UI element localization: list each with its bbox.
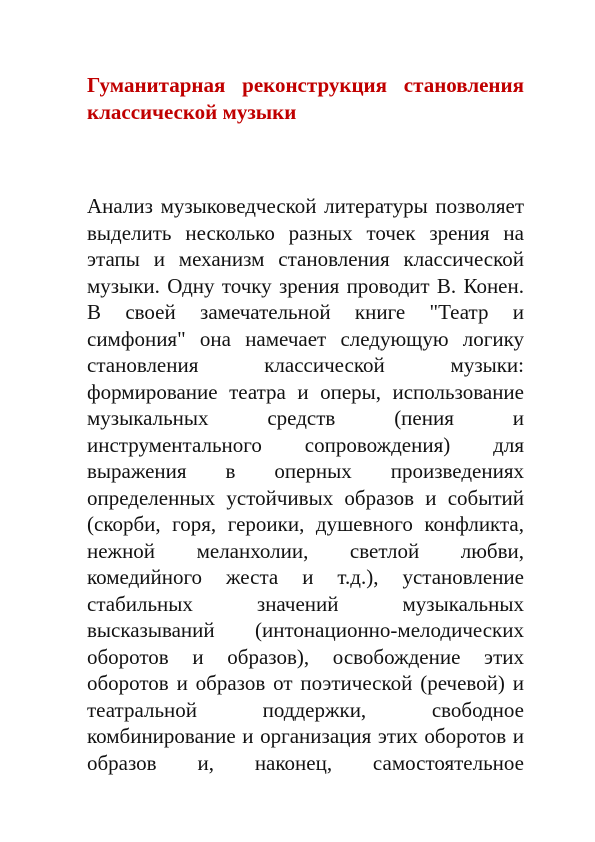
body-paragraph: Анализ музыковедческой литературы позволяет выделить несколько разных точек зрения на этапы и механизм становления классической музыки. Одну точку зрения проводит В. Конен. В своей замечательной книге "Театр и симфония" она намечает следующую логику становления классической музыки: формирование театра и оперы, использование музыкальных средств (пения и инструментального сопровождения) для выражения в оперных произведениях определенных устойчивых образов и событий (скорби, горя, героики, душевного конфликта, нежной меланхолии, светлой любви, комедийного жеста и т.д.), установление стабильных значений музыкальных высказываний (интонационно-мелодических оборотов и образов), освобождение этих оборотов и образов от поэтической (речевой) и театральной поддержки, свободное комбинирование и организация этих оборотов и образов и, наконец, самостоятельное [87, 194, 524, 775]
document-title: Гуманитарная реконструкция становления классической музыки [87, 73, 524, 124]
